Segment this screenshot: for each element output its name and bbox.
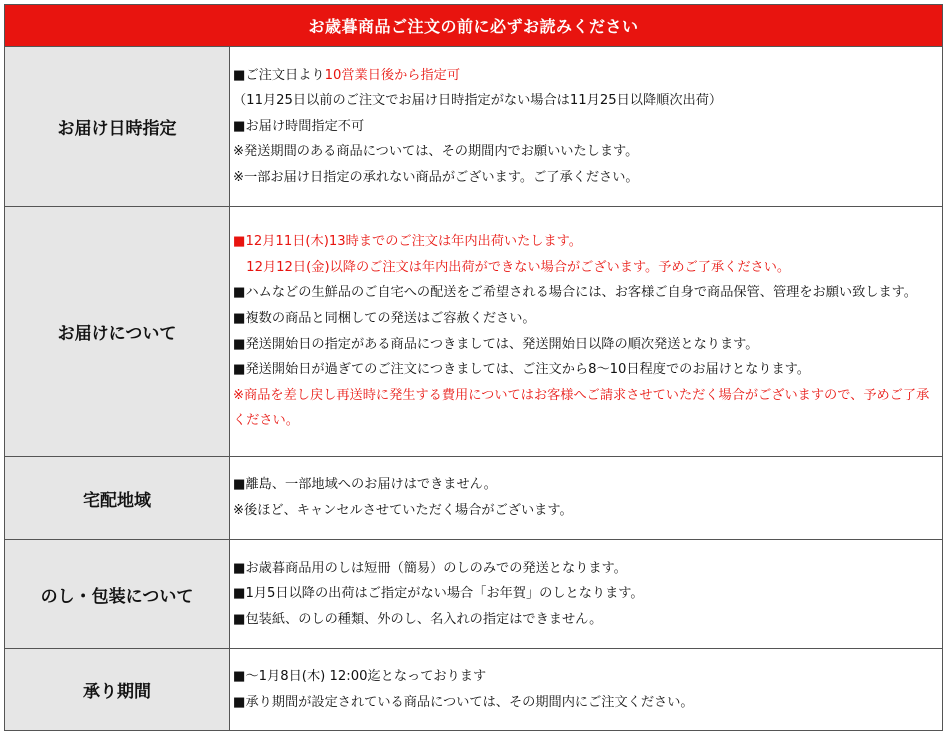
table-row (5, 207, 943, 457)
info-line: ■ご注文日より10営業日後から指定可 (233, 67, 461, 83)
row-label-delivery-area: 宅配地域 (5, 457, 230, 540)
notice-container (4, 4, 943, 731)
table-row (5, 457, 943, 540)
info-line: ■発送開始日の指定がある商品につきましては、発送開始日以降の順次発送となります。 (233, 336, 759, 352)
row-content-delivery-area (230, 457, 943, 540)
row-content-order-period (230, 649, 943, 731)
notice-header (4, 4, 943, 46)
row-label-delivery: お届けについて (5, 207, 230, 457)
info-line: ※後ほど、キャンセルさせていただく場合がございます。 (233, 503, 573, 518)
table-row (5, 649, 943, 731)
info-line: ※一部お届け日指定の承れない商品がございます。ご了承ください。 (233, 169, 639, 185)
info-line: ■12月11日(木)13時までのご注文は年内出荷いたします。 (233, 234, 582, 250)
notice-title: お歳暮商品ご注文の前に必ずお読みください (308, 17, 639, 36)
info-line: ■1月5日以降の出荷はご指定がない場合「お年賀」のしとなります。 (233, 586, 644, 602)
info-line: ■〜1月8日(木) 12:00迄となっております (233, 668, 487, 684)
info-line: 12月12日(金)以降のご注文は年内出荷ができない場合がございます。予めご了承ください。 (233, 259, 791, 275)
notice-table (4, 46, 943, 731)
info-line: ※発送期間のある商品については、その期間内でお願いいたします。 (233, 144, 639, 160)
row-content-noshi-wrapping (230, 540, 943, 649)
row-label-noshi-wrapping: のし・包装について (5, 540, 230, 649)
info-line: （11月25日以前のご注文でお届け日時指定がない場合は11月25日以降順次出荷） (233, 93, 723, 109)
info-line: ■承り期間が設定されている商品については、その期間内にご注文ください。 (233, 694, 694, 710)
info-line: ■複数の商品と同梱しての発送はご容赦ください。 (233, 310, 536, 326)
info-line: ※商品を差し戻し再送時に発生する費用についてはお客様へご請求させていただく場合がございますので、予めご了承ください。 (233, 387, 930, 429)
table-row (5, 47, 943, 207)
info-line: ■お届け時間指定不可 (233, 118, 365, 134)
info-line: ■離島、一部地域へのお届けはできません。 (233, 477, 497, 493)
table-row (5, 540, 943, 649)
info-line: ■発送開始日が過ぎてのご注文につきましては、ご注文から8〜10日程度でのお届けとなります。 (233, 362, 810, 378)
row-label-order-period: 承り期間 (5, 649, 230, 731)
info-line: ■包装紙、のしの種類、外のし、名入れの指定はできません。 (233, 611, 603, 627)
row-content-delivery-date (230, 47, 943, 207)
row-label-delivery-date: お届け日時指定 (5, 47, 230, 207)
info-line: ■ハムなどの生鮮品のご自宅への配送をご希望される場合には、お客様ご自身で商品保管、管理をお願い致します。 (233, 285, 917, 301)
row-content-delivery (230, 207, 943, 457)
info-line: ■お歳暮商品用のしは短冊（簡易）のしのみでの発送となります。 (233, 560, 627, 576)
